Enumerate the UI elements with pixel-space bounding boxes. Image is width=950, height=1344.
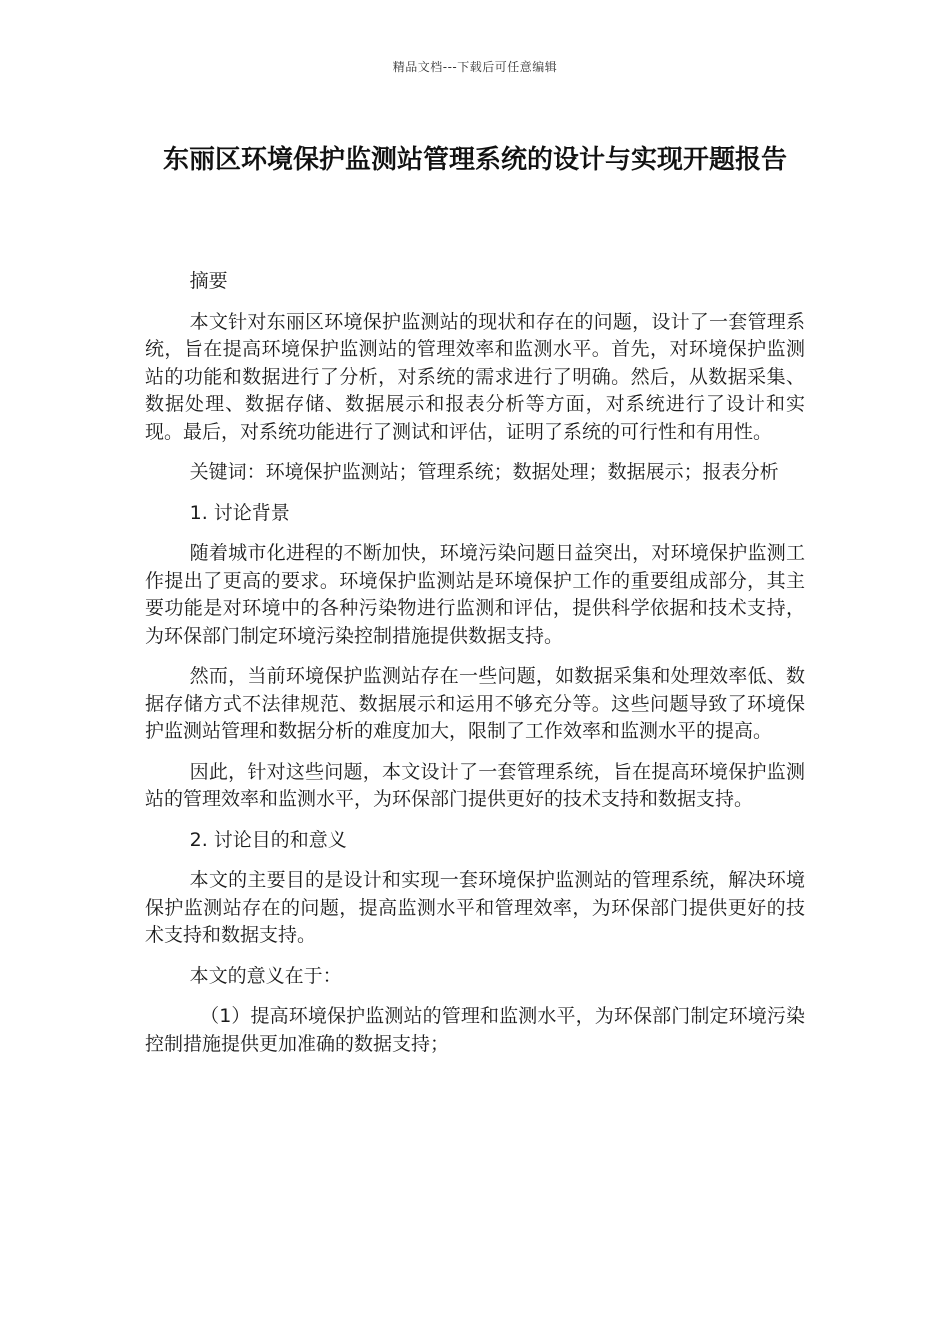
background-paragraph-1: 随着城市化进程的不断加快，环境污染问题日益突出，对环境保护监测工作提出了更高的要求。环境保护监测站是环境保护工作的重要组成部分，其主要功能是对环境中的各种污染物进行监测和评估，提供科学依据和技术支持，为环保部门制定环境污染控制措施提供数据支持。 <box>145 542 805 647</box>
significance-item-1: （1）提高环境保护监测站的管理和监测水平，为环保部门制定环境污染控制措施提供更加准确的数据支持； <box>145 1005 805 1055</box>
abstract-paragraph: 本文针对东丽区环境保护监测站的现状和存在的问题，设计了一套管理系统，旨在提高环境保护监测站的管理效率和监测水平。首先，对环境保护监测站的功能和数据进行了分析，对系统的需求进行了明确。然后，从数据采集、数据处理、数据存储、数据展示和报表分析等方面，对系统进行了设计和实现。最后，对系统功能进行了测试和评估，证明了系统的可行性和有用性。 <box>145 310 805 443</box>
purpose-paragraph: 本文的主要目的是设计和实现一套环境保护监测站的管理系统，解决环境保护监测站存在的问题，提高监测水平和管理效率，为环保部门提供更好的技术支持和数据支持。 <box>145 869 805 946</box>
significance-intro: 本文的意义在于： <box>189 964 342 987</box>
document-title: 东丽区环境保护监测站管理系统的设计与实现开题报告 <box>162 145 787 175</box>
abstract-heading: 摘要 <box>189 270 228 292</box>
background-paragraph-3: 因此，针对这些问题，本文设计了一套管理系统，旨在提高环境保护监测站的管理效率和监测水平，为环保部门提供更好的技术支持和数据支持。 <box>145 760 805 810</box>
document-body <box>145 268 805 1071</box>
keywords-paragraph: 关键词：环境保护监测站；管理系统；数据处理；数据展示；报表分析 <box>189 461 779 483</box>
section-2-heading: 2. 讨论目的和意义 <box>189 828 347 851</box>
background-paragraph-2: 然而，当前环境保护监测站存在一些问题，如数据采集和处理效率低、数据存储方式不法律规范、数据展示和运用不够充分等。这些问题导致了环境保护监测站管理和数据分析的难度加大，限制了工作效率和监测水平的提高。 <box>145 665 805 742</box>
section-1-heading: 1. 讨论背景 <box>189 501 290 524</box>
header-note: 精品文档---下载后可任意编辑 <box>392 60 558 74</box>
